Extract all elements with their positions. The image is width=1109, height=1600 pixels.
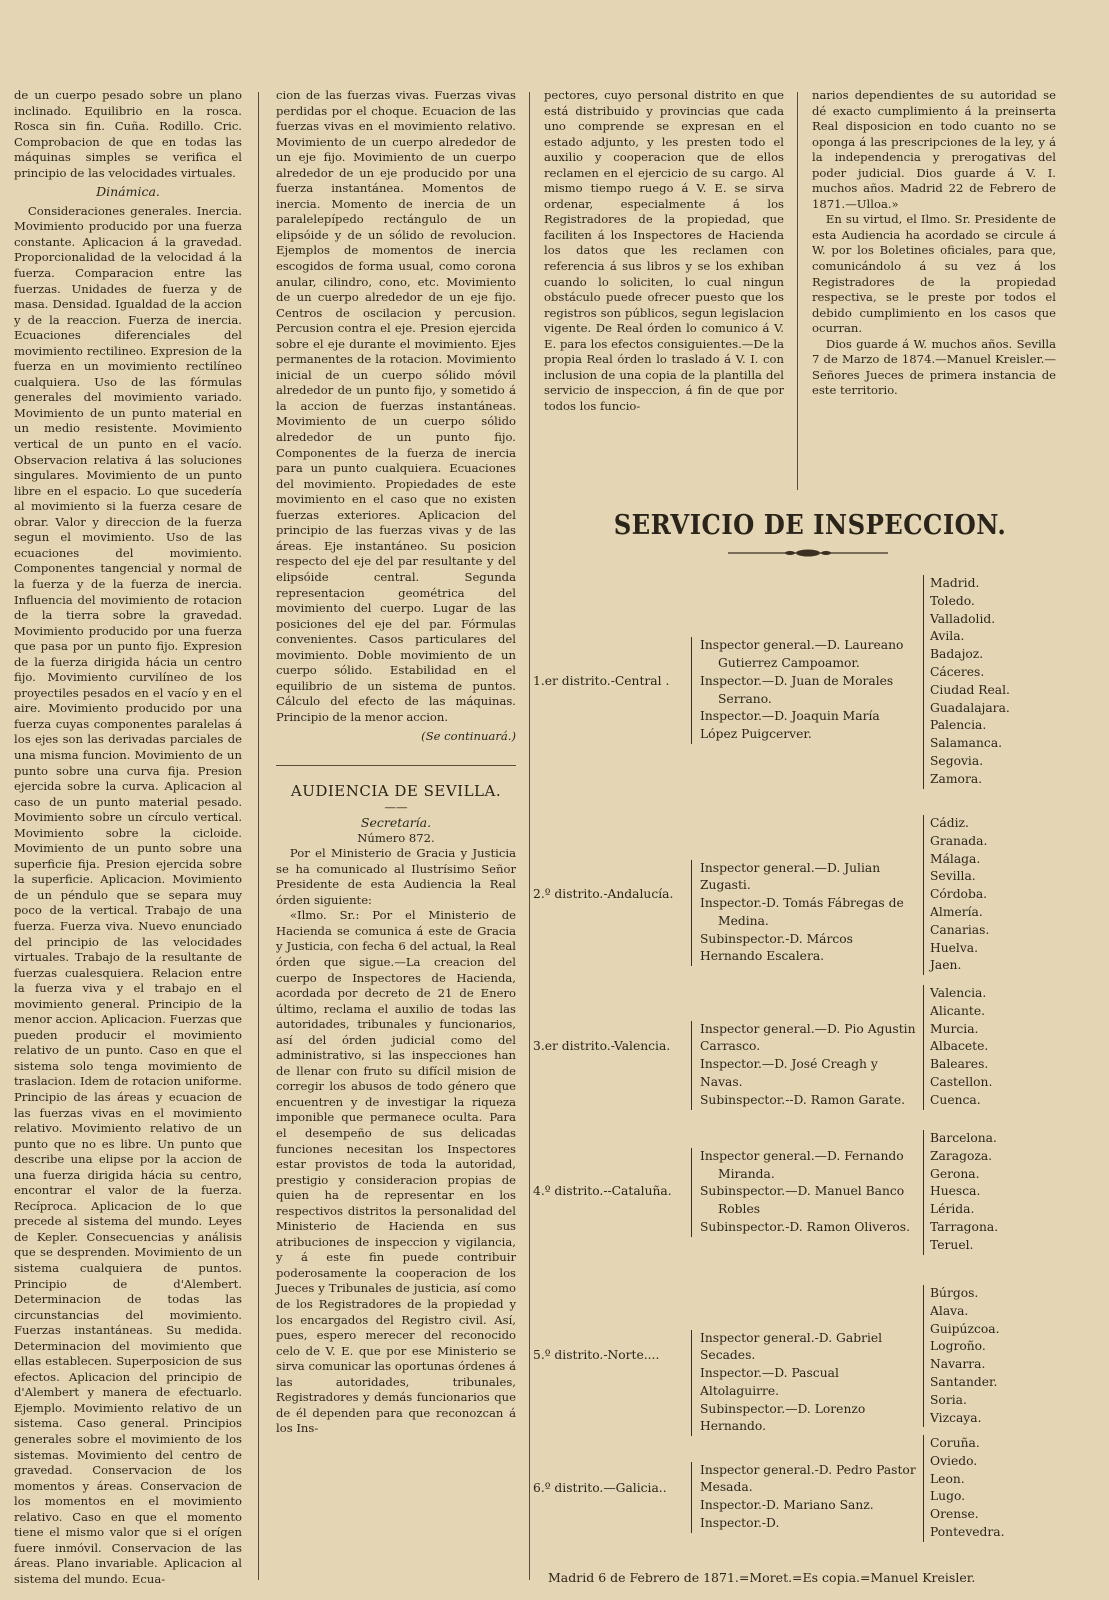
province-name: Leon.	[930, 1471, 965, 1486]
staff-line: Inspector.—D. Joaquin María López Puigcerver.	[700, 709, 880, 742]
province-name: Cádiz.	[930, 816, 969, 830]
province-name: Coruña.	[930, 1436, 980, 1450]
province-name: Badajoz.	[930, 647, 984, 662]
staff-line: Inspector.-D.	[700, 1516, 780, 1531]
province-list	[923, 815, 1043, 975]
district-name: 4.º distrito.--Cataluña.	[533, 1184, 672, 1199]
district-block	[533, 815, 1048, 975]
province-name: Sevilla.	[930, 869, 976, 884]
district-name: 5.º distrito.-Norte....	[533, 1348, 660, 1363]
province-name: Barcelona.	[930, 1131, 997, 1145]
staff-line: Gutierrez Campoamor.	[718, 656, 860, 671]
province-name: Cáceres.	[930, 664, 985, 679]
column-divider-3	[797, 92, 798, 490]
province-name: Pontevedra.	[930, 1524, 1005, 1539]
district-name: 6.º distrito.—Galicia..	[533, 1480, 667, 1495]
province-name: Córdoba.	[930, 887, 988, 902]
province-list	[923, 1435, 1043, 1542]
province-name: Guadalajara.	[930, 700, 1010, 715]
staff-line: Subinspector.—D. Lorenzo Hernando.	[700, 1401, 866, 1434]
staff-line: Serrano.	[718, 691, 772, 706]
province-name: Búrgos.	[930, 1286, 979, 1300]
province-name: Canarias.	[930, 922, 990, 937]
dinamica-heading: Dinámica.	[96, 184, 160, 200]
province-name: Oviedo.	[930, 1453, 978, 1468]
province-name: Palencia.	[930, 718, 987, 733]
staff-list	[691, 1330, 919, 1437]
province-name: Salamanca.	[930, 736, 1003, 751]
real-orden-text: «Ilmo. Sr.: Por el Ministerio de Hacienda se comunica á este de Gracia y Justicia, con fecha 6 del actual, la Real órden que sigue.—La creacion del cuerpo de Inspectores de Hacienda, acordada por decreto de 21 de Enero último, reclama el auxilio de todas las autoridades, tribunales y funcionarios, así del órden judicial como del administrativo, si las inspecciones han de llenar con fruto su difícil mision de corregir los abusos de todo género que encuentren y de investigar la riqueza imponible que permanece oculta. Para el desempeño de sus delicadas funciones necesitan los Inspectores estar provistos de toda la autoridad, prestigio y consideracion propias de quien ha de representar en los respectivos distritos la personalidad del Ministerio de Hacienda en sus atribuciones de inspeccion y vigilancia, y á este fin puede contribuir poderosamente la cooperacion de los Jueces y Tribunales de justicia, así como de los Registradores de la propiedad y los encargados del Registro civil. Así, pues, espero merecer del reconocido celo de V. E. que por ese Ministerio se sirva comunicar las oportunas órdenes á las autoridades, tribunales, Registradores y demás funcionarios que de él dependen para que reconozcan á los Ins-	[276, 908, 516, 1436]
section-rule	[276, 765, 516, 766]
staff-line: Inspector.—D. Juan de Morales	[700, 673, 894, 688]
staff-line: Inspector general.-D. Pedro Pastor Mesada.	[700, 1462, 916, 1495]
province-name: Granada.	[930, 833, 988, 848]
staff-line: Subinspector.-D. Ramon Oliveros.	[700, 1219, 911, 1234]
province-name: Huelva.	[930, 940, 979, 955]
province-name: Segovia.	[930, 753, 984, 768]
district-name: 2.º distrito.-Andalucía.	[533, 887, 674, 902]
column-divider-1	[258, 92, 259, 1580]
staff-line: Subinspector.—D. Manuel Banco	[700, 1184, 905, 1199]
district-block	[533, 1285, 1048, 1434]
province-list	[923, 575, 1043, 789]
province-name: Gerona.	[930, 1166, 980, 1181]
province-list	[923, 1130, 1043, 1255]
staff-line: Inspector.—D. Pascual Altolaguirre.	[700, 1366, 839, 1398]
staff-list	[691, 1148, 919, 1237]
district-block	[533, 1130, 1048, 1255]
staff-line: Medina.	[718, 913, 769, 928]
province-name: Jaen.	[930, 958, 962, 973]
staff-line: Inspector general.—D. Fernando	[700, 1148, 904, 1163]
district-block	[533, 575, 1048, 789]
audiencia-intro: Por el Ministerio de Gracia y Justicia se ha comunicado al Ilustrísimo Señor Presidente de esta Audiencia la Real órden siguiente:	[276, 846, 516, 907]
service-footer: Madrid 6 de Febrero de 1871.=Moret.=Es copia.=Manuel Kreisler.	[548, 1570, 976, 1585]
province-name: Cuenca.	[930, 1092, 981, 1107]
province-name: Zaragoza.	[930, 1148, 993, 1163]
staff-line: Inspector general.—D. Pio Agustin Carrasco.	[700, 1021, 916, 1054]
column-2	[270, 88, 522, 1437]
province-name: Lugo.	[930, 1489, 966, 1504]
staff-line: Inspector.-D. Tomás Fábregas de	[700, 896, 904, 911]
numero-label: Número 872.	[357, 830, 435, 845]
column-4	[806, 88, 1062, 399]
staff-line: Miranda.	[718, 1166, 775, 1181]
statics-paragraph-end: de un cuerpo pesado sobre un plano inclinado. Equilibrio en la rosca. Rosca sin fin. Cuña. Rodillo. Cric. Comprobacion de que en todas las máquinas simples se verifica el principio de las velocidades virtuales.	[14, 88, 242, 180]
province-name: Toledo.	[930, 593, 975, 608]
province-name: Avila.	[930, 629, 965, 644]
staff-line: Inspector.—D. José Creagh y Navas.	[700, 1057, 878, 1089]
province-name: Lérida.	[930, 1202, 975, 1217]
province-name: Guipúzcoa.	[930, 1321, 1000, 1336]
staff-line: Inspector.-D. Mariano Sanz.	[700, 1498, 874, 1513]
province-name: Navarra.	[930, 1357, 986, 1372]
signature-paragraph: Dios guarde á W. muchos años. Sevilla 7 de Marzo de 1874.—Manuel Kreisler.—Señores Jueces de primera instancia de este territorio.	[812, 336, 1056, 398]
staff-list	[691, 860, 919, 967]
ornament-rule	[728, 548, 888, 558]
program-paragraph: cion de las fuerzas vivas. Fuerzas vivas perdidas por el choque. Ecuacion de las fuerzas vivas en el movimiento relativo. Movimiento de un cuerpo alrededor de un eje fijo. Movimiento de un cuerpo alrededor de un eje producido por una fuerza instantánea. Momentos de inercia. Momento de inercia de un paralelepípedo rectángulo de un elipsóide y de un sólido de revolucion. Ejemplos de momentos de inercia escogidos de forma usual, como corona anular, cilindro, cono, etc. Movimiento de un cuerpo alrededor de un eje fijo. Centros de oscilacion y percusion. Percusion contra el eje. Presion ejercida sobre el eje durante el movimiento. Ejes permanentes de la rotacion. Movimiento inicial de un cuerpo sólido móvil alrededor de un punto fijo, y sometido á la accion de fuerzas instantáneas. Movimiento de un cuerpo sólido alrededor de un punto fijo. Componentes de la fuerza de inercia para un punto cualquiera. Ecuaciones del movimiento. Propiedades de este movimiento en el caso que no existen fuerzas exteriores. Aplicacion del principio de las fuerzas vivas y de las áreas. Eje instantáneo. Su posicion respecto del eje del par resultante y del elipsóide central. Segunda representacion geométrica del movimiento del cuerpo. Lugar de las posiciones del eje del par. Fórmulas convenientes. Casos particulares del movimiento. Doble movimiento de un cuerpo sólido. Estabilidad en el equilibrio de un sistema de puntos. Cálculo del efecto de las máquinas. Principio de la menor accion.	[276, 88, 516, 724]
real-orden-continued: pectores, cuyo personal distrito en que está distribuido y provincias que cada uno comprende se expresan en el estado adjunto, y les presten todo el auxilio y cooperacion que de ellos reclamen en el ejercicio de su cargo. Al mismo tiempo ruego á V. E. se sirva ordenar, especialmente á los Registradores de la propiedad, que faciliten á los Inspectores de Hacienda los datos que les reclamen con referencia á sus libros y se los exhiban cuando lo soliciten, lo cual ningun obstáculo puede ofrecer puesto que los registros son públicos, segun legislacion vigente. De Real órden lo comunico á V. E. para los efectos consiguientes.—De la propia Real órden lo traslado á V. I. con inclusion de una copia de la plantilla del servicio de inspeccion, á fin de que por todos los funcio-	[544, 88, 784, 413]
staff-line: Inspector general.—D. Julian Zugasti.	[700, 860, 881, 893]
province-name: Tarragona.	[930, 1219, 999, 1234]
staff-line: Subinspector.-D. Márcos Hernando Escalera.	[700, 931, 853, 964]
column-3	[538, 88, 790, 414]
province-name: Soria.	[930, 1392, 967, 1407]
province-name: Valencia.	[930, 986, 987, 1000]
staff-line: Subinspector.--D. Ramon Garate.	[700, 1092, 905, 1107]
district-name: 3.er distrito.-Valencia.	[533, 1039, 671, 1054]
audiencia-title: AUDIENCIA DE SEVILLA.	[290, 781, 502, 800]
province-name: Málaga.	[930, 851, 981, 866]
province-name: Valladolid.	[930, 611, 996, 626]
province-name: Logroño.	[930, 1339, 986, 1354]
province-name: Alava.	[930, 1303, 969, 1318]
district-block	[533, 985, 1048, 1110]
staff-line: Robles	[718, 1202, 761, 1217]
province-name: Almería.	[930, 904, 983, 919]
dinamica-paragraph: Consideraciones generales. Inercia. Movimiento producido por una fuerza constante. Aplicacion á la gravedad. Proporcionalidad de la velocidad á la fuerza. Comparacion entre las fuerzas. Unidades de fuerza y de masa. Densidad. Igualdad de la accion y de la reaccion. Fuerza de inercia. Ecuaciones diferenciales del movimiento rectilineo. Expresion de la fuerza en un movimiento rectilíneo cualquiera. Uso de las fórmulas generales del movimiento variado. Movimiento de un punto material en un medio resistente. Movimiento vertical de un punto en el vacío. Observacion relativa á las soluciones singulares. Movimiento de un punto libre en el espacio. Lo que sucedería al movimiento si la fuerza cesare de obrar. Valor y direccion de la fuerza segun el movimiento. Uso de las ecuaciones del movimiento. Componentes tangencial y normal de la fuerza y de la fuerza de inercia. Influencia del movimiento de rotacion de la tierra sobre la gravedad. Movimiento producido por una fuerza que pasa por un punto fijo. Expresion de la fuerza dirigida hácia un centro fijo. Movimiento curvilíneo de los proyectiles pesados en el vacío y en el aire. Movimiento producido por una fuerza cuyas componentes paralelas á los ejes son las derivadas parciales de una misma funcion. Movimiento de un punto sobre una curva fija. Presion ejercida sobre la curva. Aplicacion al caso de un punto material pesado. Movimiento sobre un círculo vertical. Movimiento sobre la cicloide. Movimiento de un punto sobre una superficie fija. Presion ejercida sobre la superficie. Aplicacion. Movimiento de un péndulo que se separa muy poco de la vertical. Trabajo de una fuerza. Fuerza viva. Nuevo enunciado del principio de las velocidades virtuales. Trabajo de la resultante de fuerzas cualesquiera. Relacion entre la fuerza viva y el trabajo en el movimiento general. Principio de la menor accion. Aplicacion. Fuerzas que pueden producir el movimiento relativo de un punto. Caso en que el sistema solo tenga movimiento de traslacion. Idem de rotacion uniforme. Principio de las áreas y ecuacion de las fuerzas vivas en el movimiento relativo. Movimiento relativo de un punto que no es libre. Un punto que describe una elipse por la accion de una fuerza dirigida hácia su centro, encontrar el valor de la fuerza. Recíproca. Aplicacion de lo que precede al sistema del mundo. Leyes de Kepler. Consecuencias y análisis que se desprenden. Movimiento de un sistema cualquiera de puntos. Principio de d'Alembert. Determinacion de todas las circunstancias del movimiento. Fuerzas instantáneas. Su medida. Determinacion del movimiento que ellas establecen. Superposicion de sus efectos. Aplicacion del principio de d'Alembert y manera de efectuarlo. Ejemplo. Movimiento relativo de un sistema. Caso general. Principios generales sobre el movimiento de los sistemas. Movimiento del centro de gravedad. Conservacion de los momentos y áreas. Conservacion de los momentos en el movimiento relativo. Caso en que el momento tiene el mismo valor que si el orígen fuere inmóvil. Conservacion de las áreas. Plano invariable. Aplicacion al sistema del mundo. Ecua-	[14, 203, 242, 1586]
column-1	[8, 88, 248, 1588]
continued-note: (Se continuará.)	[421, 729, 516, 744]
province-name: Madrid.	[930, 576, 980, 590]
province-list	[923, 1285, 1043, 1427]
staff-line: Inspector general.-D. Gabriel Secades.	[700, 1330, 883, 1363]
province-name: Murcia.	[930, 1021, 979, 1036]
staff-line: Inspector general.—D. Laureano	[700, 638, 904, 653]
province-name: Orense.	[930, 1507, 979, 1522]
province-name: Castellon.	[930, 1074, 993, 1089]
district-name: 1.er distrito.-Central .	[533, 673, 670, 688]
secretaria-heading: Secretaría.	[360, 815, 432, 831]
province-name: Baleares.	[930, 1057, 989, 1072]
staff-list	[691, 637, 919, 744]
real-orden-closing: narios dependientes de su autoridad se dé exacto cumplimiento á la preinserta Real disposicion en todo cuanto no se oponga á las prescripciones de la ley, y á la independencia y prerogativas del poder judicial. Dios guarde á V. I. muchos años. Madrid 22 de Febrero de 1871.—Ulloa.»	[812, 88, 1056, 211]
province-name: Albacete.	[930, 1039, 989, 1054]
province-name: Huesca.	[930, 1184, 981, 1199]
province-name: Ciudad Real.	[930, 682, 1010, 697]
province-name: Alicante.	[930, 1003, 986, 1018]
service-title: SERVICIO DE INSPECCION.	[613, 510, 1007, 541]
province-name: Teruel.	[930, 1237, 974, 1252]
province-name: Zamora.	[930, 771, 983, 786]
staff-list	[691, 1462, 919, 1533]
presidente-paragraph: En su virtud, el Ilmo. Sr. Presidente de esta Audiencia ha acordado se circule á W. por los Boletines oficiales, para que, comunicándolo á su vez á los Registradores de la propiedad respectiva, se le preste por todos el debido cumplimiento en los casos que ocurran.	[812, 212, 1056, 336]
title-dash: ——	[384, 799, 408, 814]
staff-list	[691, 1021, 919, 1110]
province-name: Vizcaya.	[930, 1410, 982, 1425]
province-list	[923, 985, 1043, 1110]
province-name: Santander.	[930, 1374, 998, 1389]
district-block	[533, 1435, 1048, 1542]
column-divider-2	[529, 92, 530, 1580]
